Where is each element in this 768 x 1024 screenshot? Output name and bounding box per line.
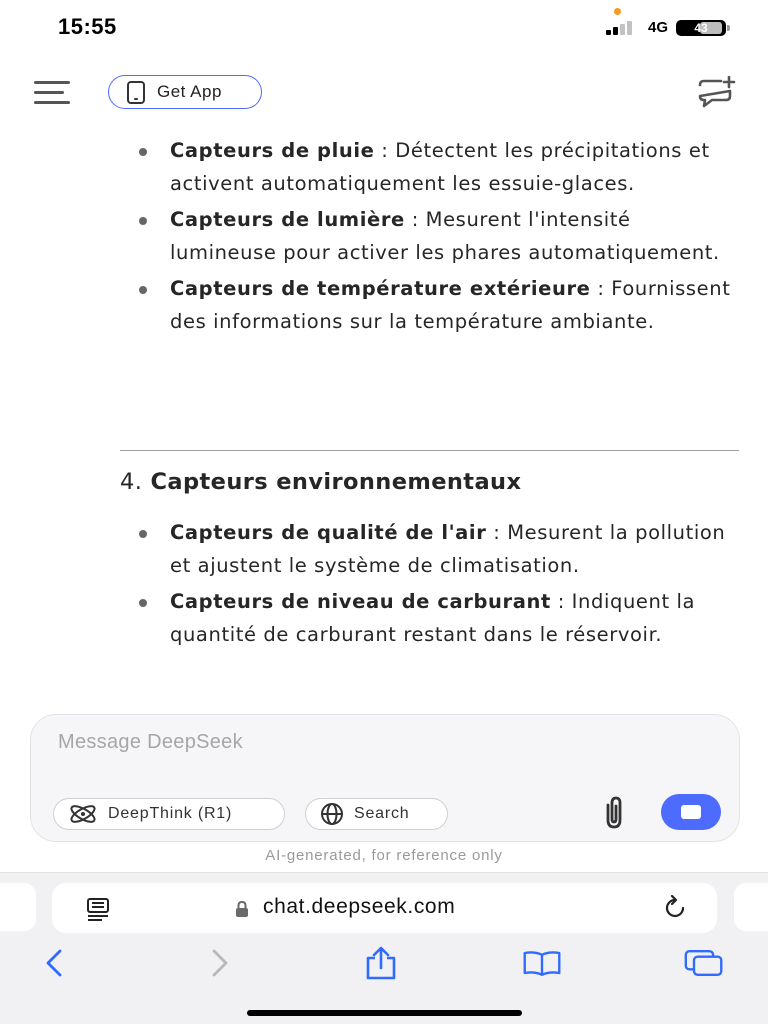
list-item: Capteurs de niveau de carburant : Indiquent la quantité de carburant restant dans le réservoir. <box>0 586 768 651</box>
list-item: Capteurs de qualité de l'air : Mesurent la pollution et ajustent le système de climatisation. <box>0 517 768 582</box>
search-label: Search <box>354 805 410 822</box>
get-app-button[interactable] <box>108 75 262 109</box>
list-item: Capteurs de température extérieure : Fournissent des informations sur la température ambiante. <box>0 273 768 338</box>
message-input[interactable]: Message DeepSeek <box>58 731 243 753</box>
browser-nav-row <box>0 943 768 983</box>
privacy-indicator-dot <box>614 8 621 15</box>
send-icon <box>681 805 701 819</box>
search-button[interactable] <box>305 798 448 830</box>
menu-icon[interactable] <box>34 80 70 106</box>
list-item: Capteurs de lumière : Mesurent l'intensité lumineuse pour activer les phares automatiquement. <box>0 204 768 269</box>
next-tab-preview[interactable] <box>734 883 768 931</box>
signal-strength-icon <box>606 21 642 35</box>
send-button[interactable] <box>661 794 721 830</box>
deepthink-button[interactable] <box>53 798 285 830</box>
section-title: Capteurs environnementaux <box>150 469 522 495</box>
battery-level: 43 <box>694 21 708 35</box>
reload-icon[interactable] <box>662 895 688 921</box>
sensor-list-2 <box>0 517 768 655</box>
get-app-label: Get App <box>157 82 222 101</box>
sensor-list-1 <box>0 135 768 342</box>
browser-toolbar <box>0 872 768 1024</box>
url-text: chat.deepseek.com <box>263 895 456 918</box>
phone-icon <box>127 81 145 104</box>
previous-tab-preview[interactable] <box>0 883 36 931</box>
battery-icon <box>676 20 732 36</box>
section-heading <box>120 469 521 495</box>
paperclip-icon[interactable] <box>597 795 631 831</box>
deepthink-atom-icon <box>68 803 98 825</box>
address-bar[interactable] <box>52 883 717 933</box>
new-chat-icon[interactable] <box>694 76 738 110</box>
bookmarks-icon[interactable] <box>522 943 562 983</box>
network-type: 4G <box>648 19 669 36</box>
lock-icon <box>234 901 250 917</box>
disclaimer-text: AI-generated, for reference only <box>265 847 503 864</box>
list-item: Capteurs de pluie : Détectent les précipitations et activent automatiquement les essuie-glaces. <box>0 135 768 200</box>
message-composer[interactable] <box>30 714 740 842</box>
tabs-icon[interactable] <box>684 943 724 983</box>
globe-icon <box>320 802 344 826</box>
back-icon[interactable] <box>34 943 74 983</box>
status-time: 15:55 <box>58 14 117 39</box>
section-number: 4. <box>120 469 143 495</box>
divider <box>120 450 739 451</box>
reader-icon[interactable] <box>86 897 112 921</box>
home-indicator <box>247 1010 522 1016</box>
forward-icon[interactable] <box>200 943 240 983</box>
share-icon[interactable] <box>361 943 401 983</box>
chat-content <box>0 126 768 698</box>
status-bar <box>0 0 768 56</box>
deepthink-label: DeepThink (R1) <box>108 805 233 822</box>
app-header <box>0 60 768 126</box>
